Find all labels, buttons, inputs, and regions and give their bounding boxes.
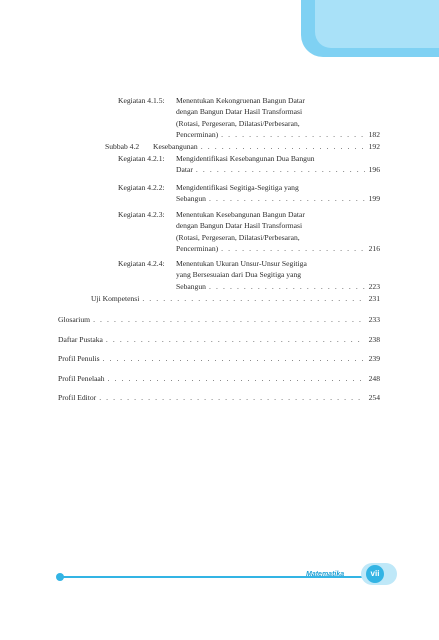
toc-entry-glosarium[interactable] — [58, 314, 380, 326]
toc-entry-label: Kegiatan 4.2.3: — [118, 210, 165, 219]
toc-page-number: 182 — [368, 130, 380, 140]
toc-entry-uji-kompetensi[interactable] — [91, 293, 380, 305]
toc-entry-label: Kegiatan 4.1.5: — [118, 96, 165, 105]
toc-entry-kegiatan-4-2-3[interactable] — [118, 209, 380, 255]
toc-entry-text: Menentukan Ukuran Unsur-Unsur Segitiga — [176, 259, 307, 268]
toc-entry-text: Glosarium — [58, 315, 91, 324]
toc-entry-text: Datar — [176, 165, 193, 175]
toc-entry-text: dengan Bangun Datar Hasil Transformasi — [176, 221, 303, 231]
toc-entry-text: Profil Editor — [58, 393, 97, 402]
toc-entry-text: Menentukan Kekongruenan Bangun Datar — [176, 96, 305, 105]
toc-entry-profil-penulis[interactable] — [58, 353, 380, 365]
toc-entry-text: yang Bersesuaian dari Dua Segitiga yang — [176, 270, 302, 280]
toc-entry-text: Sebangun — [176, 194, 206, 204]
leader-dots — [193, 164, 365, 175]
toc-entry-label: Kegiatan 4.2.2: — [118, 183, 165, 192]
toc-entry-profil-penelaah[interactable] — [58, 373, 380, 385]
toc-entry-profil-editor[interactable] — [58, 392, 380, 404]
toc-page-number: 248 — [368, 374, 380, 383]
toc-entry-text: Sebangun — [176, 281, 206, 291]
leader-dots — [105, 373, 365, 384]
leader-dots — [198, 141, 365, 152]
toc-entry-subbab-4-2[interactable] — [105, 141, 380, 153]
leader-dots — [206, 281, 365, 292]
leader-dots — [206, 193, 365, 204]
toc-entry-text: Pencerminan) — [176, 244, 219, 254]
toc-entry-kegiatan-4-2-4[interactable] — [118, 258, 380, 293]
leader-dots — [139, 293, 364, 304]
toc-entry-text: (Rotasi, Pergeseran, Dilatasi/Perbesaran, — [176, 118, 300, 128]
leader-dots — [218, 243, 364, 254]
toc-page-number: 238 — [368, 335, 380, 344]
toc-page-number: 239 — [368, 354, 380, 363]
toc-page-number: 254 — [368, 393, 380, 402]
toc-page-number: 231 — [368, 294, 380, 303]
toc-entry-kegiatan-4-2-1[interactable] — [118, 153, 380, 176]
toc-entry-text: Pencerminan) — [176, 130, 219, 140]
toc-entry-text: Kesebangunan — [153, 142, 198, 151]
toc-entry-label: Kegiatan 4.2.4: — [118, 259, 165, 268]
toc-entry-kegiatan-4-1-5[interactable] — [118, 95, 380, 141]
leader-dots — [96, 392, 364, 403]
leader-dots — [218, 129, 364, 140]
toc-page-number: 223 — [368, 281, 380, 291]
toc-entry-text: Daftar Pustaka — [58, 335, 103, 344]
toc-entry-text: Uji Kompetensi — [91, 294, 140, 303]
toc-page-number: 196 — [368, 165, 380, 175]
leader-dots — [90, 314, 365, 325]
toc-entry-text: Mengidentifikasi Segitiga-Segitiga yang — [176, 183, 299, 192]
toc-page-number: 233 — [368, 315, 380, 324]
toc-entry-text: Profil Penelaah — [58, 374, 105, 383]
toc-entry-kegiatan-4-2-2[interactable] — [118, 182, 380, 205]
toc-page-number: 216 — [368, 244, 380, 254]
footer-subject-label: Matematika — [306, 571, 345, 578]
leader-dots — [103, 334, 365, 345]
toc-entry-label: Subbab 4.2 — [105, 142, 140, 151]
toc-page-number: 199 — [368, 194, 380, 204]
toc-entry-text: dengan Bangun Datar Hasil Transformasi — [176, 107, 303, 117]
toc-entry-text: Profil Penulis — [58, 354, 100, 363]
toc-entry-daftar-pustaka[interactable] — [58, 334, 380, 346]
toc-entry-text: Mengidentifikasi Kesebangunan Dua Bangun — [176, 154, 315, 163]
footer-page-number: vii — [366, 565, 384, 583]
toc-entry-text: Menentukan Kesebangunan Bangun Datar — [176, 210, 305, 219]
leader-dots — [100, 353, 365, 364]
toc-entry-text: (Rotasi, Pergeseran, Dilatasi/Perbesaran, — [176, 232, 300, 242]
toc-page-number: 192 — [368, 142, 380, 151]
toc-entry-label: Kegiatan 4.2.1: — [118, 154, 165, 163]
